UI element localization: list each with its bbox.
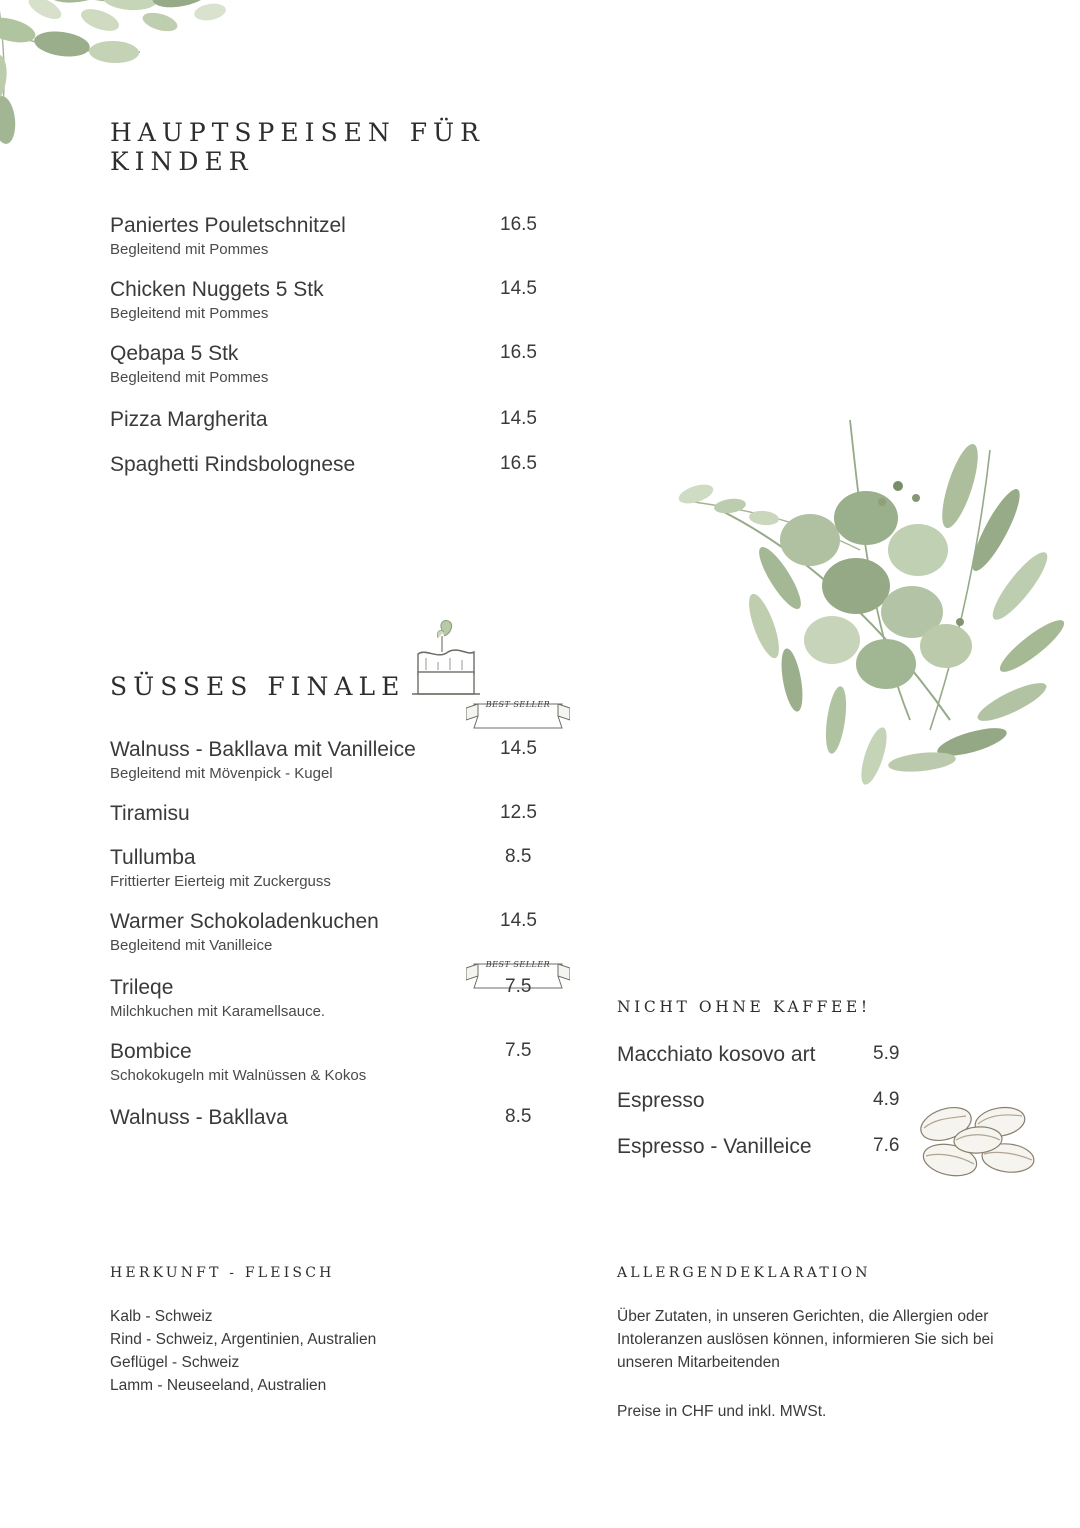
item-price: 14.5 xyxy=(500,910,537,931)
item-price: 14.5 xyxy=(500,408,537,429)
item-name: Chicken Nuggets 5 Stk xyxy=(110,278,324,301)
section-kids-mains xyxy=(110,118,580,481)
item-description: Begleitend mit Vanilleice xyxy=(110,937,273,954)
desserts-heading: SÜSSES FINALE xyxy=(110,672,406,701)
allergens-body: Über Zutaten, in unseren Gerichten, die Allergien oder Intoleranzen auslösen können, informieren Sie sich bei unseren Mitarbeitenden xyxy=(617,1308,994,1371)
menu-item xyxy=(110,1040,580,1084)
item-name: Bombice xyxy=(110,1040,192,1063)
section-allergens xyxy=(617,1265,1017,1423)
item-name: Paniertes Pouletschnitzel xyxy=(110,214,346,237)
menu-item xyxy=(110,342,580,386)
item-name: Macchiato kosovo art xyxy=(617,1043,816,1066)
item-description: Frittierter Eierteig mit Zuckerguss xyxy=(110,873,331,890)
item-price: 4.9 xyxy=(873,1089,900,1110)
item-price: 16.5 xyxy=(500,342,537,363)
menu-item xyxy=(110,214,580,258)
item-description: Begleitend mit Pommes xyxy=(110,369,269,386)
price-note: Preise in CHF und inkl. MWSt. xyxy=(617,1403,827,1420)
item-name: Tullumba xyxy=(110,846,196,869)
item-description: Begleitend mit Mövenpick - Kugel xyxy=(110,765,333,782)
item-price: 14.5 xyxy=(500,738,537,759)
item-name: Pizza Margherita xyxy=(110,408,268,431)
origin-line: Geflügel - Schweiz xyxy=(110,1354,240,1371)
menu-item xyxy=(110,976,580,1020)
item-price: 8.5 xyxy=(505,1106,532,1127)
item-name: Espresso - Vanilleice xyxy=(617,1135,812,1158)
item-name: Trileqe xyxy=(110,976,174,999)
coffee-heading: NICHT OHNE KAFFEE! xyxy=(617,998,871,1016)
origin-line: Rind - Schweiz, Argentinien, Australien xyxy=(110,1331,377,1348)
origin-line: Kalb - Schweiz xyxy=(110,1308,213,1325)
menu-item xyxy=(110,1106,580,1130)
item-price: 12.5 xyxy=(500,802,537,823)
item-description: Begleitend mit Pommes xyxy=(110,305,269,322)
best-seller-badge-label: BEST SELLER xyxy=(485,960,551,969)
origin-line: Lamm - Neuseeland, Australien xyxy=(110,1377,327,1394)
item-price: 7.5 xyxy=(505,1040,532,1061)
best-seller-badge-label: BEST SELLER xyxy=(485,700,551,709)
item-price: 7.6 xyxy=(873,1135,900,1156)
item-name: Walnuss - Bakllava xyxy=(110,1106,288,1129)
item-name: Spaghetti Rindsbolognese xyxy=(110,453,356,476)
menu-item xyxy=(110,738,580,782)
menu-item xyxy=(110,408,580,432)
menu-item xyxy=(617,1043,977,1067)
botanical-decoration-right xyxy=(660,390,1080,840)
menu-item xyxy=(110,453,580,477)
item-description: Milchkuchen mit Karamellsauce. xyxy=(110,1003,326,1020)
menu-item xyxy=(110,846,580,890)
item-price: 5.9 xyxy=(873,1043,900,1064)
origin-heading: HERKUNFT - FLEISCH xyxy=(110,1265,335,1281)
section-desserts xyxy=(110,672,580,1134)
item-price: 7.5 xyxy=(505,976,532,997)
allergens-heading: ALLERGENDEKLARATION xyxy=(617,1265,871,1281)
item-price: 14.5 xyxy=(500,278,537,299)
menu-item xyxy=(110,278,580,322)
item-description: Begleitend mit Pommes xyxy=(110,241,269,258)
menu-item xyxy=(110,802,580,826)
item-name: Tiramisu xyxy=(110,802,190,825)
item-name: Warmer Schokoladenkuchen xyxy=(110,910,379,933)
item-price: 16.5 xyxy=(500,214,537,235)
item-description: Schokokugeln mit Walnüssen & Kokos xyxy=(110,1067,367,1084)
item-name: Espresso xyxy=(617,1089,705,1112)
kids-heading: HAUPTSPEISEN FÜR KINDER xyxy=(110,118,485,176)
coffee-beans-icon xyxy=(908,1098,1054,1190)
item-price: 16.5 xyxy=(500,453,537,474)
menu-item xyxy=(110,910,580,954)
item-name: Qebapa 5 Stk xyxy=(110,342,239,365)
section-meat-origin xyxy=(110,1265,540,1397)
item-price: 8.5 xyxy=(505,846,532,867)
item-name: Walnuss - Bakllava mit Vanilleice xyxy=(110,738,416,761)
